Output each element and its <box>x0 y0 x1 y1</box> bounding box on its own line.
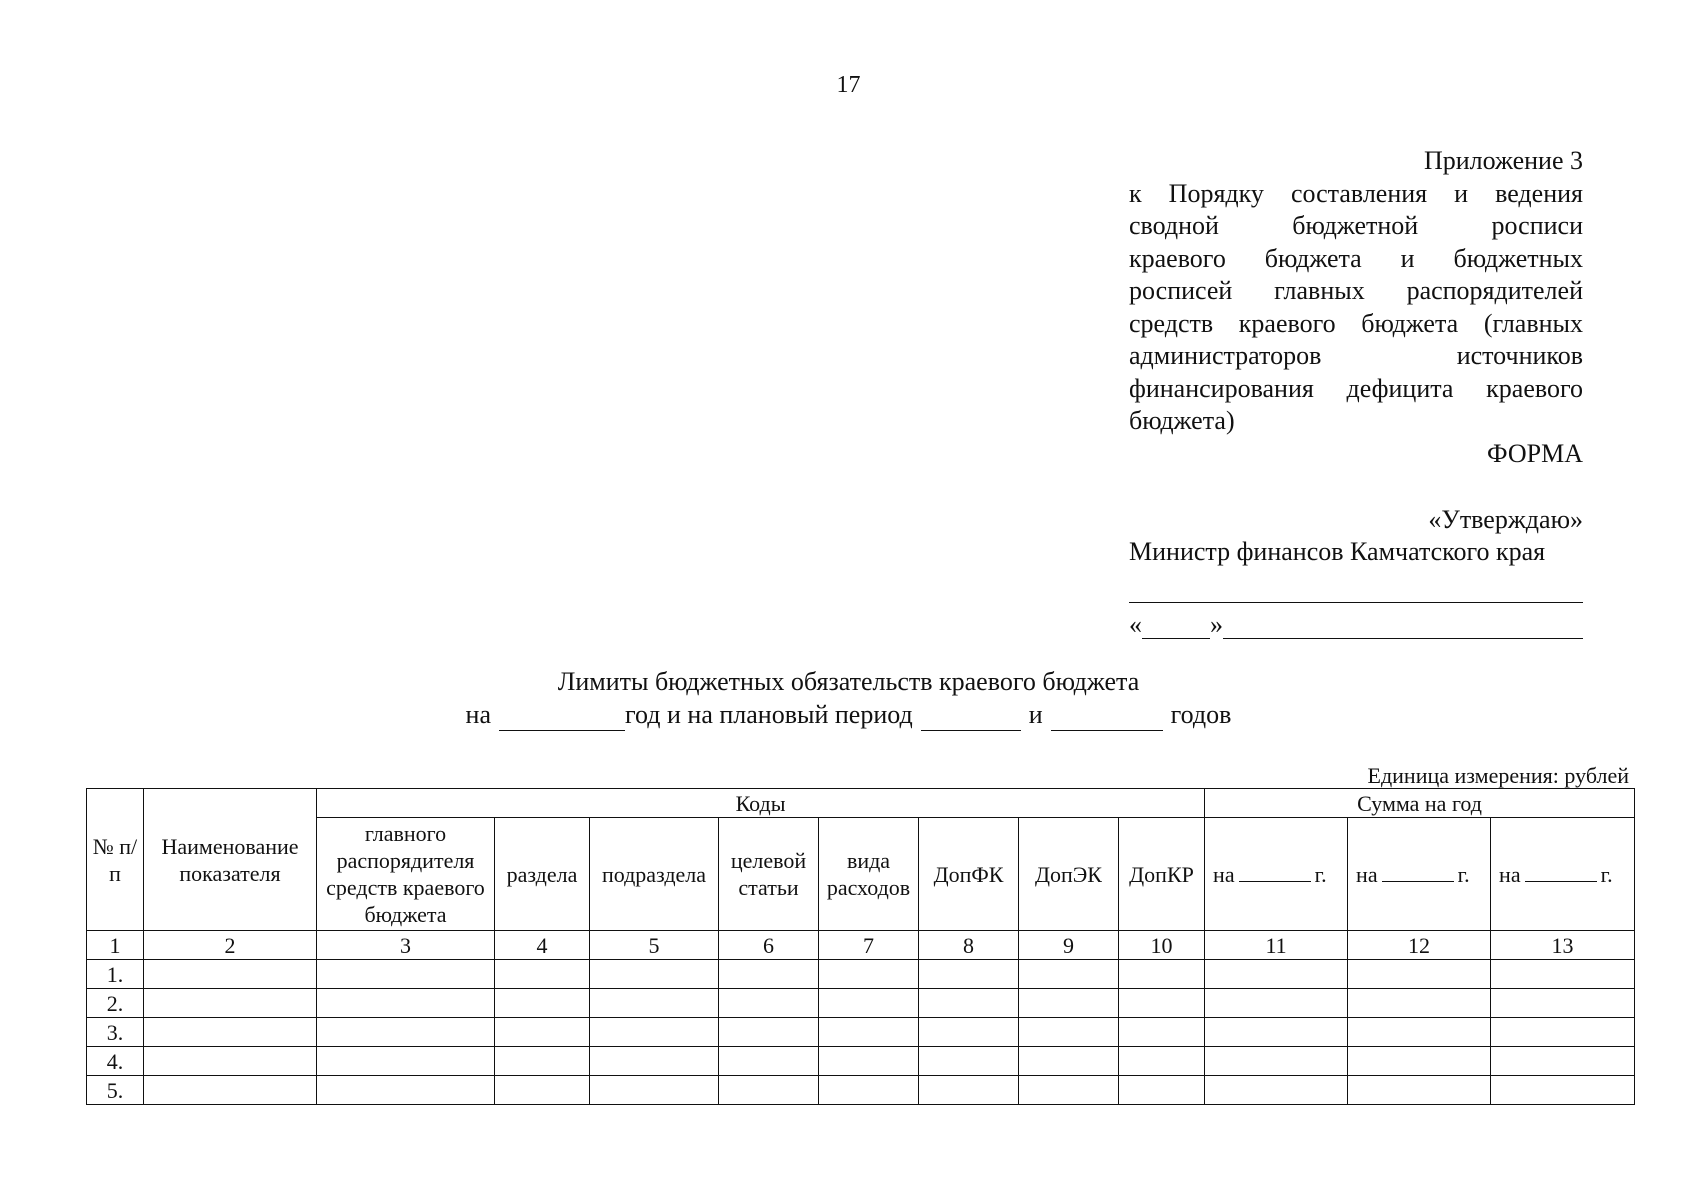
table-cell[interactable] <box>819 1047 919 1076</box>
table-cell[interactable] <box>1348 1018 1491 1047</box>
table-cell[interactable] <box>1348 960 1491 989</box>
table-body <box>87 960 1635 1105</box>
approve-label: «Утверждаю» <box>1428 505 1583 534</box>
year-header <box>1491 818 1635 931</box>
table-cell[interactable] <box>1348 1076 1491 1105</box>
table-cell[interactable] <box>919 989 1019 1018</box>
table-cell[interactable] <box>317 960 495 989</box>
table-cell[interactable] <box>317 989 495 1018</box>
table-cell[interactable] <box>919 1018 1019 1047</box>
year-prefix: на <box>1499 861 1521 887</box>
table-row <box>87 1076 1635 1105</box>
appendix-line: краевого бюджета и бюджетных <box>1129 243 1583 273</box>
col-no-header: № п/п <box>87 789 144 931</box>
date-close-quote: » <box>1210 610 1223 639</box>
table-cell[interactable] <box>317 1047 495 1076</box>
table-cell[interactable] <box>1205 989 1348 1018</box>
table-row <box>87 989 1635 1018</box>
table-cell[interactable] <box>1348 1047 1491 1076</box>
column-number: 3 <box>317 931 495 960</box>
year-suffix: г. <box>1314 861 1327 887</box>
table-cell[interactable] <box>919 1076 1019 1105</box>
table-cell[interactable] <box>919 960 1019 989</box>
table-cell[interactable] <box>590 960 719 989</box>
table-row <box>87 1018 1635 1047</box>
unit-label: Единица измерения: рублей <box>1367 763 1629 788</box>
table-cell[interactable] <box>1019 960 1119 989</box>
column-number: 12 <box>1348 931 1491 960</box>
year-suffix: г. <box>1600 861 1613 887</box>
table-cell[interactable] <box>1205 1018 1348 1047</box>
row-number: 4. <box>87 1047 144 1076</box>
table-row <box>87 1047 1635 1076</box>
year-blank[interactable] <box>1525 863 1597 882</box>
title-line-1: Лимиты бюджетных обязательств краевого бюджета <box>557 667 1140 696</box>
col-name-header: Наименование показателя <box>144 789 317 931</box>
year-field[interactable] <box>499 704 625 731</box>
year-header <box>1348 818 1491 931</box>
header-row-2 <box>87 818 1635 931</box>
table-cell[interactable] <box>819 960 919 989</box>
table-cell[interactable] <box>819 1018 919 1047</box>
code-header: подраздела <box>590 818 719 931</box>
table-cell[interactable] <box>144 989 317 1018</box>
appendix-line: сводной бюджетной росписи <box>1129 211 1583 240</box>
year-blank[interactable] <box>1239 863 1311 882</box>
table-row <box>87 960 1635 989</box>
code-header: ДопКР <box>1119 818 1205 931</box>
signature-line[interactable] <box>1129 572 1583 603</box>
table-cell[interactable] <box>1019 1076 1119 1105</box>
plan-year-1-field[interactable] <box>921 704 1021 731</box>
appendix-line: средств краевого бюджета (главных <box>1129 308 1583 338</box>
table-cell[interactable] <box>1119 1018 1205 1047</box>
table-cell[interactable] <box>1019 1047 1119 1076</box>
table-cell[interactable] <box>819 1076 919 1105</box>
date-day-field[interactable] <box>1142 612 1210 639</box>
table-cell[interactable] <box>1491 1047 1635 1076</box>
table-cell[interactable] <box>495 989 590 1018</box>
codes-header: Коды <box>317 789 1205 818</box>
date-open-quote: « <box>1129 610 1142 639</box>
table-cell[interactable] <box>819 989 919 1018</box>
year-suffix: г. <box>1457 861 1470 887</box>
table-cell[interactable] <box>495 960 590 989</box>
column-number: 5 <box>590 931 719 960</box>
year-header <box>1205 818 1348 931</box>
table-cell[interactable] <box>919 1047 1019 1076</box>
table-cell[interactable] <box>719 989 819 1018</box>
column-number: 2 <box>144 931 317 960</box>
header-row-1 <box>87 789 1635 818</box>
title-prefix: на <box>465 700 492 729</box>
table-cell[interactable] <box>1119 1076 1205 1105</box>
row-number: 5. <box>87 1076 144 1105</box>
appendix-block <box>1129 145 1583 470</box>
table-cell[interactable] <box>719 1076 819 1105</box>
plan-year-2-field[interactable] <box>1051 704 1163 731</box>
date-line <box>1129 605 1583 639</box>
appendix-line: к Порядку составления и ведения <box>1129 178 1583 208</box>
appendix-line: росписей главных распорядителей <box>1129 276 1583 305</box>
column-number: 7 <box>819 931 919 960</box>
code-header: ДопЭК <box>1019 818 1119 931</box>
column-number: 11 <box>1205 931 1348 960</box>
column-number: 8 <box>919 931 1019 960</box>
table-cell[interactable] <box>1205 960 1348 989</box>
row-number: 3. <box>87 1018 144 1047</box>
table-cell[interactable] <box>495 1076 590 1105</box>
table-cell[interactable] <box>590 989 719 1018</box>
code-header: раздела <box>495 818 590 931</box>
sum-header: Сумма на год <box>1205 789 1635 818</box>
table-cell[interactable] <box>1491 960 1635 989</box>
appendix-title: Приложение 3 <box>1423 146 1583 175</box>
code-header: главного распорядителя средств краевого бюджета <box>317 818 495 931</box>
appendix-line: финансирования дефицита краевого <box>1129 373 1583 403</box>
table-cell[interactable] <box>1205 1047 1348 1076</box>
table-cell[interactable] <box>1119 960 1205 989</box>
column-number: 4 <box>495 931 590 960</box>
table-cell[interactable] <box>719 1047 819 1076</box>
year-blank[interactable] <box>1382 863 1454 882</box>
table-cell[interactable] <box>317 1076 495 1105</box>
table-cell[interactable] <box>1491 1076 1635 1105</box>
document-title <box>0 665 1697 731</box>
table-cell[interactable] <box>144 960 317 989</box>
table-cell[interactable] <box>495 1047 590 1076</box>
table-cell[interactable] <box>1019 1018 1119 1047</box>
column-number: 13 <box>1491 931 1635 960</box>
table-cell[interactable] <box>719 1018 819 1047</box>
row-number: 1. <box>87 960 144 989</box>
column-numbers-row <box>87 931 1635 960</box>
column-number: 1 <box>87 931 144 960</box>
table-cell[interactable] <box>590 1076 719 1105</box>
title-suffix: годов <box>1170 700 1232 729</box>
table-cell[interactable] <box>1491 989 1635 1018</box>
table-cell[interactable] <box>1119 1047 1205 1076</box>
limits-table <box>86 788 1635 1105</box>
table-cell[interactable] <box>144 1047 317 1076</box>
table-cell[interactable] <box>1119 989 1205 1018</box>
code-header: ДопФК <box>919 818 1019 931</box>
form-label: ФОРМА <box>1487 438 1583 468</box>
minister-position: Министр финансов Камчатского края <box>1129 537 1546 566</box>
appendix-line: администраторов источников <box>1129 341 1583 370</box>
column-number: 10 <box>1119 931 1205 960</box>
code-header: целевой статьи <box>719 818 819 931</box>
column-number: 6 <box>719 931 819 960</box>
page-number: 17 <box>836 72 861 98</box>
row-number: 2. <box>87 989 144 1018</box>
column-number: 9 <box>1019 931 1119 960</box>
table-cell[interactable] <box>144 1018 317 1047</box>
table-cell[interactable] <box>590 1018 719 1047</box>
year-prefix: на <box>1213 861 1235 887</box>
table-cell[interactable] <box>144 1076 317 1105</box>
table-cell[interactable] <box>719 960 819 989</box>
table-cell[interactable] <box>495 1018 590 1047</box>
title-mid-1: год и на плановый период <box>625 700 913 729</box>
table-cell[interactable] <box>1348 989 1491 1018</box>
date-month-year-field[interactable] <box>1223 612 1583 639</box>
title-line-2 <box>0 698 1697 731</box>
year-prefix: на <box>1356 861 1378 887</box>
code-header: вида расходов <box>819 818 919 931</box>
table-cell[interactable] <box>1205 1076 1348 1105</box>
approval-block <box>1129 504 1583 639</box>
title-mid-2: и <box>1028 700 1043 729</box>
table-cell[interactable] <box>590 1047 719 1076</box>
table-cell[interactable] <box>317 1018 495 1047</box>
table-cell[interactable] <box>1491 1018 1635 1047</box>
appendix-line: бюджета) <box>1129 406 1235 435</box>
table-cell[interactable] <box>1019 989 1119 1018</box>
